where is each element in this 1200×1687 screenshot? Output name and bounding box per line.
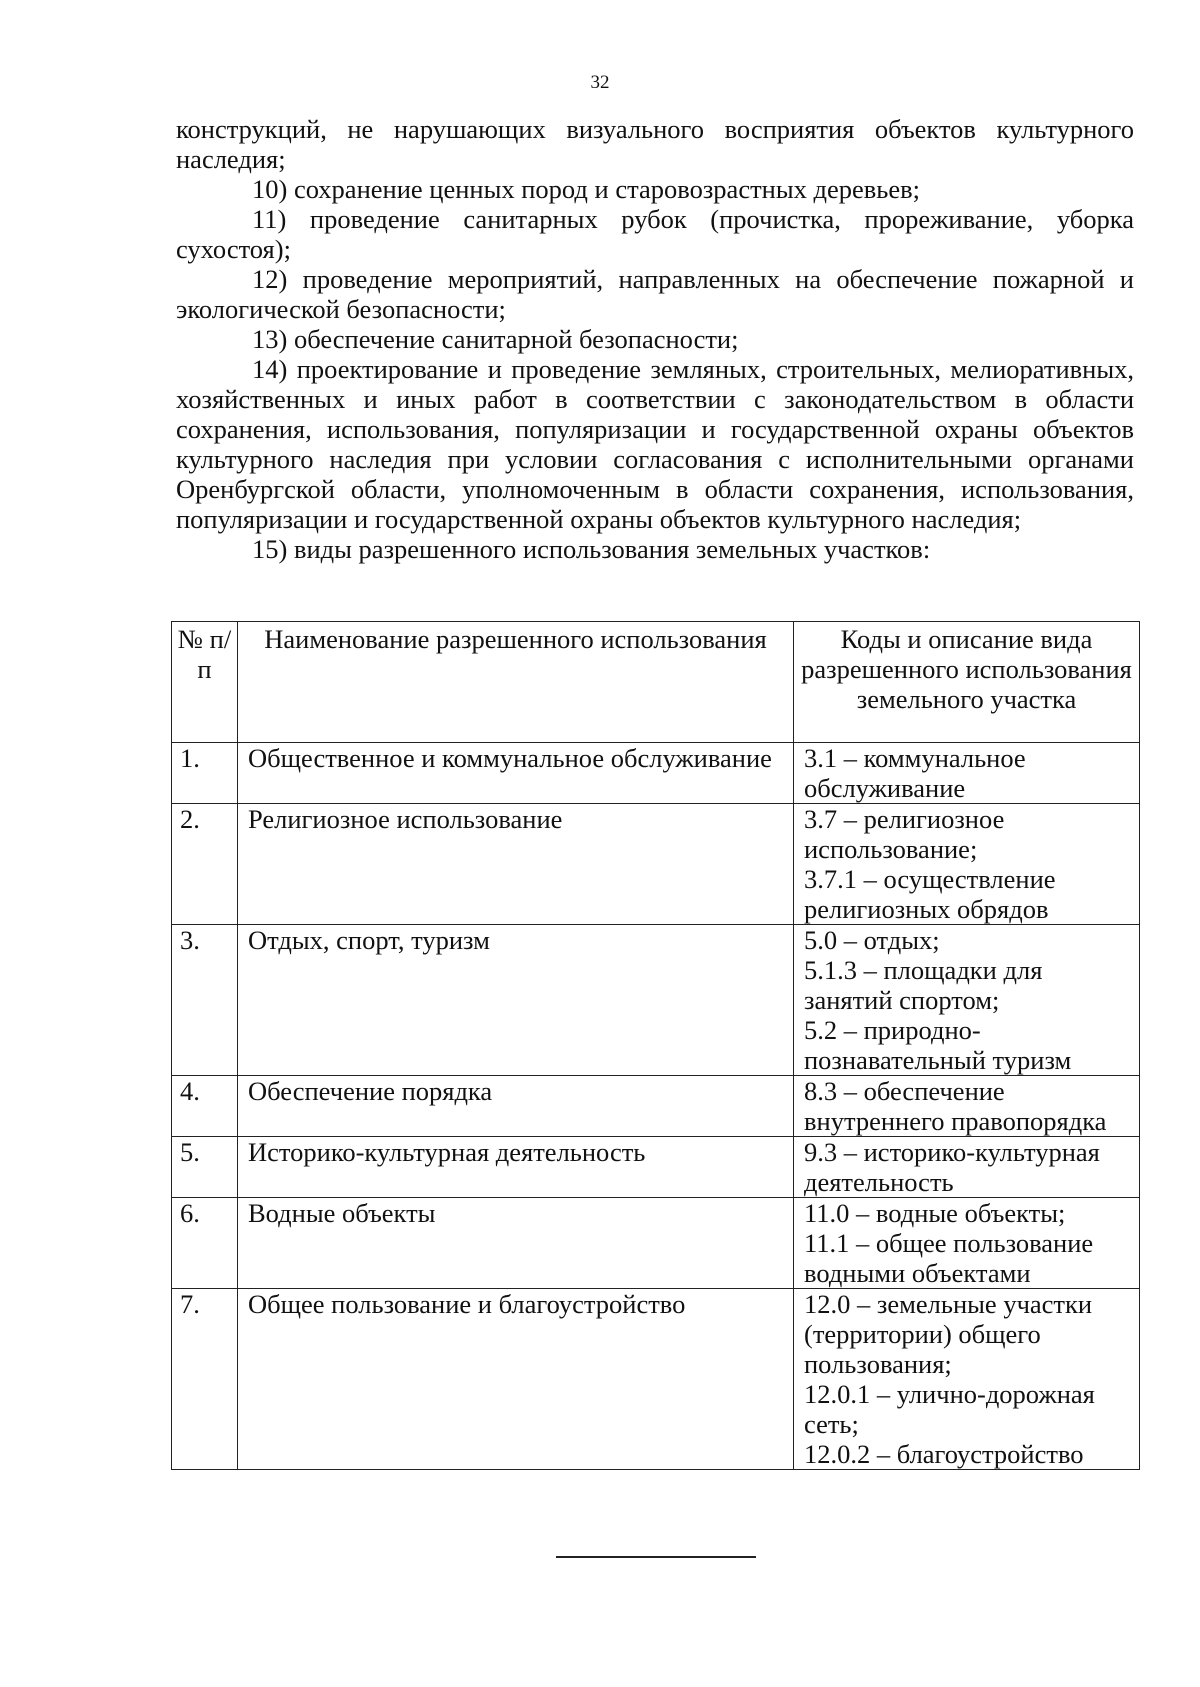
table-row [172, 925, 1140, 1076]
use-name: Религиозное использование [238, 804, 794, 925]
paragraph: 14) проектирование и проведение земляных, строительных, мелиоративных, хозяйственных и иных работ в соответствии с законодательством в области сохранения, использования, популяризации и государственной охраны объектов культурного наследия при условии согласования с исполнительными органами Оренбургской области, уполномоченным в области сохранения, использования, популяризации и государственной охраны объектов культурного наследия; [176, 354, 1134, 534]
use-name: Отдых, спорт, туризм [238, 925, 794, 1076]
use-codes [794, 1137, 1140, 1198]
use-codes [794, 925, 1140, 1076]
use-code-entry: 3.7 – религиозное использование; [804, 804, 1005, 864]
use-code-entry: 9.3 – историко-культурная деятельность [804, 1137, 1100, 1197]
use-code-entry: 8.3 – обеспечение внутреннего правопорядка [804, 1076, 1107, 1136]
row-number: 1. [172, 743, 238, 804]
permitted-use-table [171, 621, 1140, 1470]
table-row [172, 1137, 1140, 1198]
paragraph: 15) виды разрешенного использования земельных участков: [252, 534, 931, 564]
use-code-entry: 11.0 – водные объекты; [804, 1198, 1066, 1228]
table-row [172, 1198, 1140, 1289]
paragraph: 13) обеспечение санитарной безопасности; [252, 324, 739, 354]
use-codes [794, 1198, 1140, 1289]
use-code-entry: 5.1.3 – площадки для занятий спортом; [804, 955, 1043, 1015]
row-number: 6. [172, 1198, 238, 1289]
use-name: Общественное и коммунальное обслуживание [238, 743, 794, 804]
table-row [172, 743, 1140, 804]
use-name: Общее пользование и благоустройство [238, 1289, 794, 1470]
footer-rule [556, 1556, 756, 1558]
document-body [176, 114, 1134, 564]
row-number: 5. [172, 1137, 238, 1198]
header-use-name: Наименование разрешенного использования [238, 622, 794, 743]
page-number: 32 [590, 72, 610, 93]
row-number: 4. [172, 1076, 238, 1137]
table-header-row [172, 622, 1140, 743]
use-code-entry: 12.0.2 – благоустройство [804, 1439, 1084, 1469]
use-code-entry: 12.0.1 – улично-дорожная сеть; [804, 1379, 1095, 1439]
header-number: № п/п [172, 622, 238, 743]
table-row [172, 1076, 1140, 1137]
row-number: 7. [172, 1289, 238, 1470]
use-code-entry: 5.0 – отдых; [804, 925, 940, 955]
use-codes [794, 1289, 1140, 1470]
table-row [172, 1289, 1140, 1470]
use-name: Обеспечение порядка [238, 1076, 794, 1137]
use-code-entry: 11.1 – общее пользование водными объектами [804, 1228, 1094, 1288]
paragraph: 12) проведение мероприятий, направленных на обеспечение пожарной и экологической безопасности; [176, 264, 1134, 324]
use-codes [794, 743, 1140, 804]
use-code-entry: 12.0 – земельные участки (территории) общего пользования; [804, 1289, 1093, 1379]
use-codes [794, 1076, 1140, 1137]
paragraph: 11) проведение санитарных рубок (прочистка, прореживание, уборка сухостоя); [176, 204, 1134, 264]
table-row [172, 804, 1140, 925]
use-name: Историко-культурная деятельность [238, 1137, 794, 1198]
header-use-codes: Коды и описание вида разрешенного использования земельного участка [794, 622, 1140, 743]
row-number: 2. [172, 804, 238, 925]
paragraph: 10) сохранение ценных пород и старовозрастных деревьев; [252, 174, 921, 204]
use-code-entry: 5.2 – природно-познавательный туризм [804, 1015, 1072, 1075]
use-name: Водные объекты [238, 1198, 794, 1289]
table-body [172, 743, 1140, 1470]
use-code-entry: 3.7.1 – осуществление религиозных обрядов [804, 864, 1056, 924]
use-code-entry: 3.1 – коммунальное обслуживание [804, 743, 1026, 803]
row-number: 3. [172, 925, 238, 1076]
use-codes [794, 804, 1140, 925]
paragraph: конструкций, не нарушающих визуального восприятия объектов культурного наследия; [176, 114, 1134, 174]
